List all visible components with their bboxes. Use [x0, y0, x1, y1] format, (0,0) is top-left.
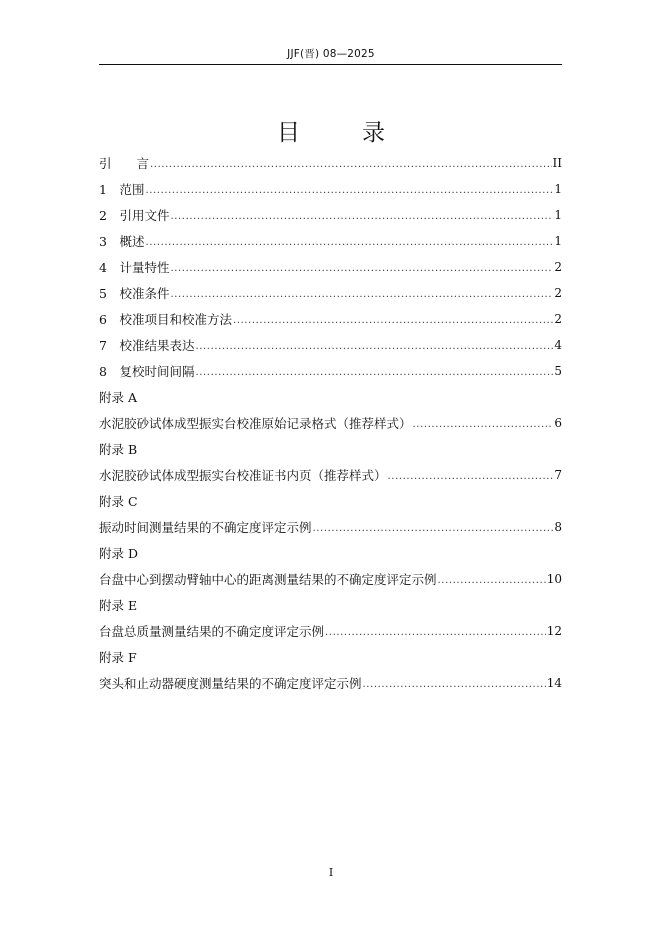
toc-leader-dots: [313, 523, 554, 534]
toc-entry-page: II: [552, 156, 562, 170]
toc-entry-page: 2: [554, 286, 562, 300]
toc-entry-label: 台盘总质量测量结果的不确定度评定示例: [99, 624, 325, 639]
toc-entry-page: 14: [546, 676, 562, 690]
toc-leader-dots: [233, 315, 553, 326]
toc-entry-page: 2: [554, 312, 562, 326]
page-number: I: [328, 866, 334, 879]
toc-entry-label: 6 校准项目和校准方法: [99, 312, 232, 327]
toc-entry[interactable]: [99, 254, 562, 280]
toc-entry-page: 12: [546, 624, 562, 638]
toc-entry-label: 振动时间测量结果的不确定度评定示例: [99, 520, 312, 535]
toc-entry-label: 2 引用文件: [99, 208, 170, 223]
toc-entry[interactable]: [99, 306, 562, 332]
page-title: 目录: [277, 120, 447, 146]
toc-entry-label: 引 言: [99, 156, 150, 171]
toc-entry-label: 台盘中心到摆动臂轴中心的距离测量结果的不确定度评定示例: [99, 572, 437, 587]
toc-leader-dots: [325, 627, 546, 638]
toc-entry-label: 5 校准条件: [99, 286, 170, 301]
toc-entry-page: 2: [554, 260, 562, 274]
toc-leader-dots: [170, 263, 553, 274]
toc-entry-label: 1 范围: [99, 182, 145, 197]
toc-entry-page: 1: [554, 234, 562, 248]
toc-entry[interactable]: [99, 228, 562, 254]
toc-entry-page: 1: [554, 208, 562, 222]
appendix-heading-c: 附录 C: [99, 494, 138, 509]
toc-entry-page: 8: [554, 520, 562, 534]
toc-leader-dots: [170, 289, 553, 300]
toc-entry-appendix-d[interactable]: [99, 566, 562, 592]
toc-entry-label: 4 计量特性: [99, 260, 170, 275]
toc-leader-dots: [363, 679, 546, 690]
toc-entry-label: 8 复校时间间隔: [99, 364, 195, 379]
toc-leader-dots: [388, 471, 554, 482]
toc-entry-appendix-a[interactable]: [99, 410, 562, 436]
appendix-heading-d: 附录 D: [99, 546, 138, 561]
toc-leader-dots: [195, 367, 553, 378]
toc-entry-label: 突头和止动器硬度测量结果的不确定度评定示例: [99, 676, 362, 691]
toc-entry-appendix-b[interactable]: [99, 462, 562, 488]
toc-entry[interactable]: [99, 280, 562, 306]
toc-entry[interactable]: [99, 176, 562, 202]
running-header: JJF(晋) 08—2025: [287, 48, 375, 60]
toc-entry-label: 水泥胶砂试体成型振实台校准证书内页（推荐样式）: [99, 468, 387, 483]
appendix-heading-a: 附录 A: [99, 390, 138, 405]
toc-leader-dots: [145, 185, 553, 196]
toc-leader-dots: [170, 211, 553, 222]
toc-leader-dots: [150, 159, 552, 170]
table-of-contents: [99, 150, 562, 696]
toc-entry[interactable]: [99, 332, 562, 358]
header-rule: [99, 64, 562, 65]
toc-entry-page: 6: [554, 416, 562, 430]
toc-leader-dots: [413, 419, 554, 430]
toc-entry-label: 水泥胶砂试体成型振实台校准原始记录格式（推荐样式）: [99, 416, 412, 431]
toc-leader-dots: [145, 237, 553, 248]
appendix-heading-b: 附录 B: [99, 442, 138, 457]
toc-entry-label: 3 概述: [99, 234, 145, 249]
toc-leader-dots: [438, 575, 546, 586]
toc-entry-page: 1: [554, 182, 562, 196]
toc-entry-page: 7: [554, 468, 562, 482]
toc-entry-page: 5: [554, 364, 562, 378]
toc-entry[interactable]: [99, 150, 562, 176]
toc-entry-page: 10: [546, 572, 562, 586]
toc-entry[interactable]: [99, 358, 562, 384]
toc-entry-label: 7 校准结果表达: [99, 338, 195, 353]
appendix-heading-e: 附录 E: [99, 598, 138, 613]
toc-entry-page: 4: [554, 338, 562, 352]
toc-entry-appendix-e[interactable]: [99, 618, 562, 644]
toc-entry-appendix-c[interactable]: [99, 514, 562, 540]
appendix-heading-f: 附录 F: [99, 650, 137, 665]
toc-leader-dots: [195, 341, 553, 352]
toc-entry-appendix-f[interactable]: [99, 670, 562, 696]
toc-entry[interactable]: [99, 202, 562, 228]
